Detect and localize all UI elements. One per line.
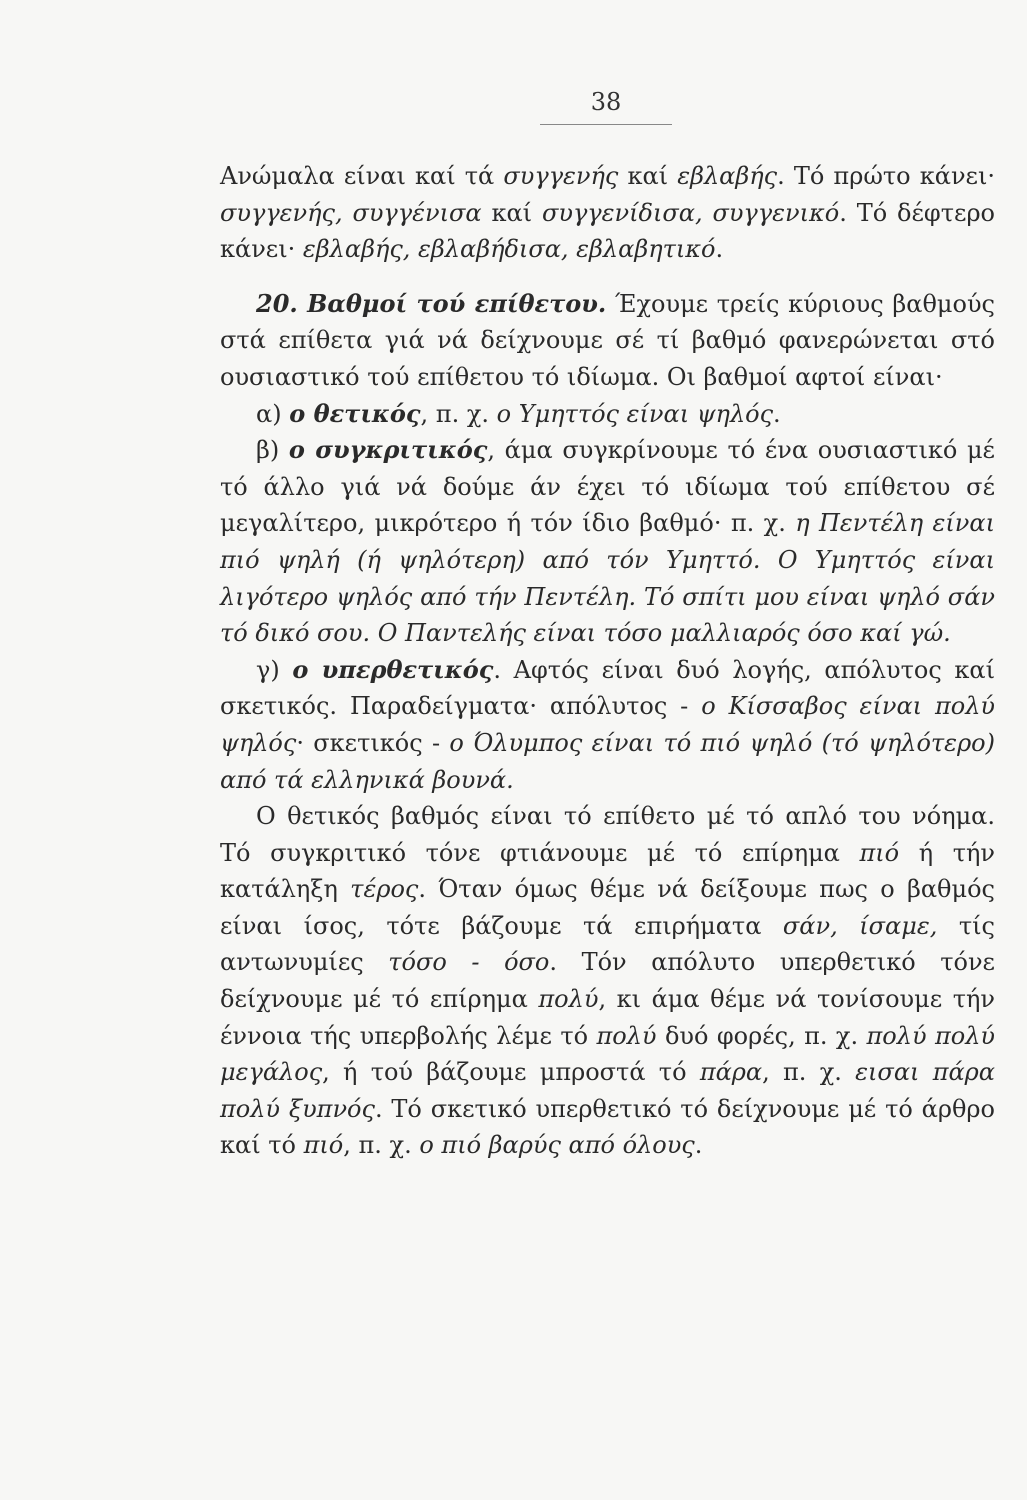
text-segment: . Τό δέφτερο κάνει· — [220, 198, 995, 264]
text-segment: σάν, ίσαμε, — [782, 911, 938, 940]
intro-paragraph — [220, 158, 995, 268]
text-segment: , π. χ. — [420, 399, 497, 428]
text-segment: . Όταν όμως θέμε νά δείξουμε πως ο βαθμός είναι ίσος, τότε βάζουμε τά επιρήματα — [220, 875, 995, 940]
explanation-paragraph — [220, 798, 995, 1164]
section-20-paragraph — [220, 286, 995, 396]
text-segment: , π. χ. — [343, 1131, 420, 1160]
text-segment: ο Υμηττός είναι ψηλός — [496, 399, 774, 428]
text-segment: πολύ — [538, 985, 599, 1014]
text-segment: ο συγκριτικός — [288, 435, 488, 465]
text-segment: . Τό πρώτο κάνει· — [777, 162, 996, 190]
text-segment: , π. χ. — [762, 1058, 856, 1087]
text-segment: εβλαβής — [677, 162, 778, 190]
text-segment: καί — [618, 162, 678, 190]
item-c-paragraph — [220, 652, 995, 798]
text-segment: , κι άμα θέμε νά τονίσουμε τήν έννοια τής υπερβολής λέμε τό — [220, 985, 995, 1050]
text-segment: 20. Βαθμοί τού επίθετου. — [256, 288, 607, 318]
text-segment: · σκετικός - — [296, 728, 450, 757]
text-segment: δυό φορές, π. χ. — [656, 1021, 867, 1050]
text-segment: εβλαβής, εβλαβήδισα, εβλαβητικό — [302, 235, 716, 264]
text-segment: ο Όλυμπος είναι τό πιό ψηλό (τό ψηλότερο) από τά ελληνικά βουνά. — [220, 728, 995, 794]
text-segment: Έχουμε τρείς κύριους βαθμούς στά επίθετα γιά νά δείχνουμε σέ τί βαθμό φανερώνεται στό ουσιαστικό τού επίθετου τό ιδίωμα. Οι βαθμοί αφτοί είναι· — [220, 289, 995, 391]
text-segment: τόσο - όσο — [388, 948, 550, 977]
text-segment: τέρος — [350, 875, 419, 904]
text-segment: πολύ πολύ μεγάλος — [220, 1021, 995, 1087]
page-number: 38 — [590, 88, 622, 116]
text-segment: πιό — [303, 1131, 344, 1160]
text-segment: ο θετικός — [289, 398, 421, 428]
text-segment: συγγενής, συγγένισα — [220, 198, 482, 227]
text-segment: εισαι πάρα πολύ ξυπνός — [220, 1058, 996, 1123]
text-segment: ο πιό βαρύς από όλους — [419, 1131, 695, 1160]
text-segment: συγγενίδισα, συγγενικό — [541, 198, 840, 227]
text-segment: γ) — [256, 655, 293, 684]
item-a-paragraph — [220, 396, 995, 433]
text-segment: , ή τού βάζουμε μπροστά τό — [322, 1058, 700, 1087]
text-segment: ο υπερθετικός — [292, 654, 494, 684]
text-segment: . Τό σκετικό υπερθετικό τό δείχνουμε μέ τό άρθρο καί τό — [220, 1094, 995, 1160]
text-segment: . — [773, 399, 781, 428]
text-segment: ή τήν κατάληξη — [220, 838, 995, 904]
text-segment: α) — [256, 399, 290, 428]
body-text — [220, 158, 995, 1164]
text-segment: συγγενής — [503, 162, 619, 190]
text-segment: πολύ — [596, 1021, 657, 1050]
text-segment: η Πεντέλη είναι πιό ψηλή (ή ψηλότερη) από τόν Υμηττό. Ο Υμηττός είναι λιγότερο ψηλός από τήν Πεντέλη. Τό σπίτι μου είναι ψηλό σάν τό δικό σου. Ο Παντελής είναι τόσο μαλλιαρός όσο καί γώ. — [220, 509, 995, 648]
text-segment: Ανώμαλα είναι καί τά — [220, 162, 504, 190]
text-segment: . — [715, 235, 724, 264]
text-segment: ο Κίσσαβος είναι πολύ ψηλός — [220, 692, 995, 757]
text-segment: . — [694, 1131, 703, 1160]
item-b-paragraph — [220, 432, 995, 652]
text-segment: πάρα — [699, 1058, 763, 1087]
text-segment: Ο θετικός βαθμός είναι τό επίθετο μέ τό απλό του νόημα. Τό συγκριτικό τόνε φτιάνουμε μέ τό επίρημα — [220, 802, 995, 867]
text-segment: β) — [256, 436, 289, 465]
text-segment: τίς αντωνυμίες — [220, 911, 995, 977]
text-segment: . Τόν απόλυτο υπερθετικό τόνε δείχνουμε μέ τό επίρημα — [220, 948, 995, 1014]
text-segment: , άμα συγκρίνουμε τό ένα ουσιαστικό μέ τό άλλο γιά νά δούμε άν έχει τό ιδίωμα τού επίθετου σέ μεγαλίτερο, μικρότερο ή τόν ίδιο βαθμό· π. χ. — [220, 436, 995, 538]
page-number-rule — [540, 124, 672, 125]
text-segment: πιό — [859, 838, 900, 867]
text-segment: . Αφτός είναι δυό λογής, απόλυτος καί σκετικός. Παραδείγματα· απόλυτος - — [220, 655, 996, 721]
text-segment: καί — [481, 198, 542, 227]
